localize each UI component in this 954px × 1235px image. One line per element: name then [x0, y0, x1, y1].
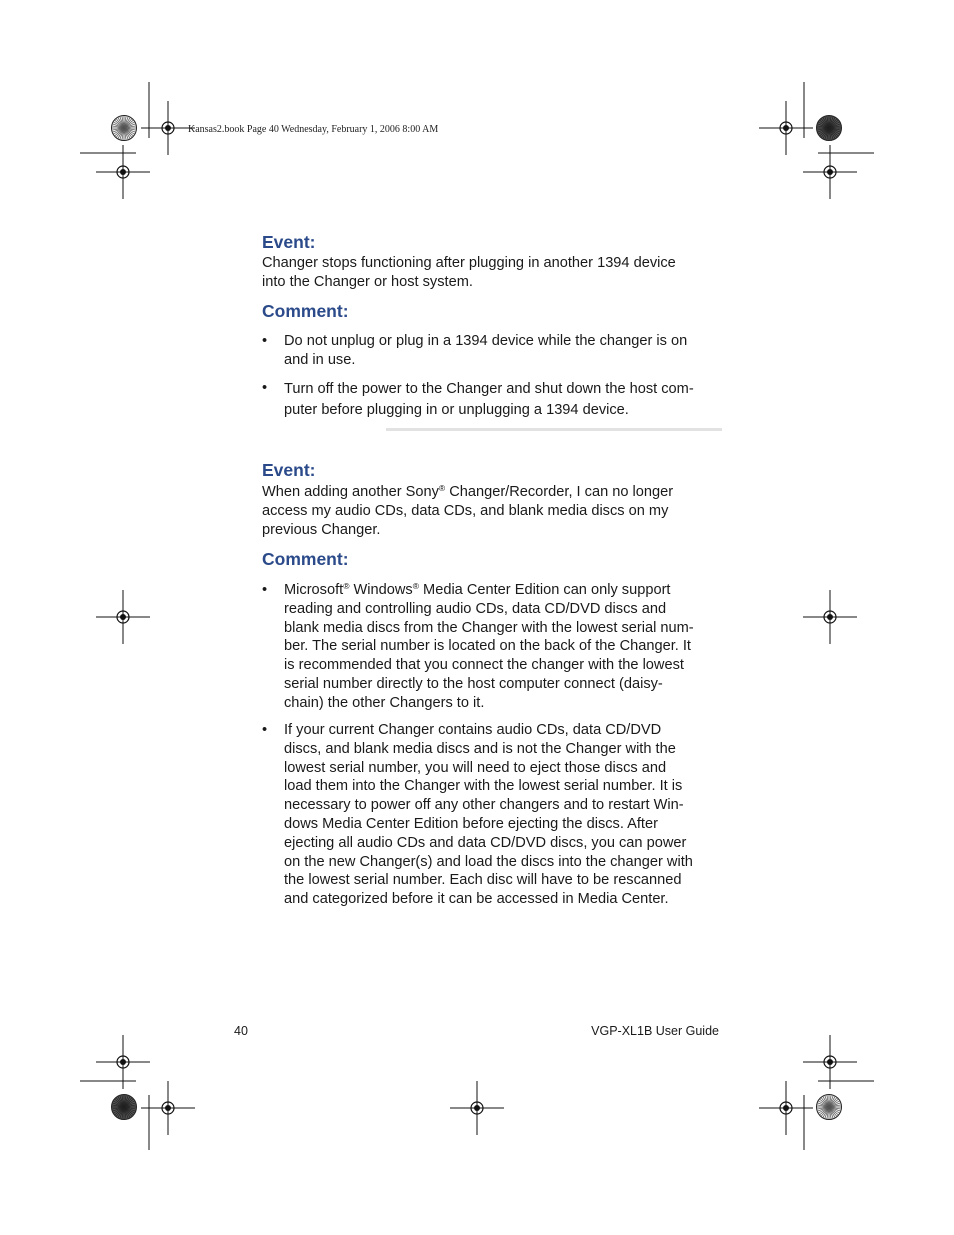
text-line: the lowest serial number. Each disc will have to be rescanned [284, 872, 682, 889]
text-line: access my audio CDs, data CDs, and blank media discs on my [262, 502, 669, 519]
text-line: puter before plugging in or unplugging a 1394 device. [284, 402, 629, 418]
text-fragment: When adding another Sony [262, 484, 439, 500]
bullet-marker: • [262, 380, 268, 396]
event-description [262, 254, 732, 292]
text-line: ejecting all audio CDs and data CD/DVD discs, you can power [284, 834, 687, 851]
text-line [284, 581, 734, 600]
comment-bullet [284, 581, 734, 713]
text-fragment: Media Center Edition can only support [419, 582, 671, 598]
event-heading: Event: [262, 460, 316, 480]
comment-bullet [284, 379, 734, 421]
text-line: chain) the other Changers to it. [284, 694, 485, 711]
comment-heading: Comment: [262, 549, 349, 569]
bullet-marker: • [262, 582, 268, 598]
bullet-marker: • [262, 333, 268, 349]
text-line: blank media discs from the Changer with the lowest serial num- [284, 619, 694, 636]
text-line: lowest serial number, you will need to eject those discs and [284, 759, 667, 776]
guide-title: VGP-XL1B User Guide [591, 1024, 719, 1038]
registered-mark: ® [343, 581, 350, 591]
text-fragment: Changer/Recorder, I can no longer [445, 484, 674, 500]
text-line: discs, and blank media discs and is not the Changer with the [284, 740, 676, 757]
text-line [262, 483, 732, 502]
text-line: Turn off the power to the Changer and shut down the host com- [284, 381, 694, 397]
text-line: Do not unplug or plug in a 1394 device while the changer is on [284, 333, 688, 349]
text-line: and categorized before it can be accessed in Media Center. [284, 891, 669, 908]
text-line: Changer stops functioning after plugging in another 1394 device [262, 255, 676, 271]
text-line: If your current Changer contains audio CDs, data CD/DVD [284, 722, 662, 738]
text-line: reading and controlling audio CDs, data CD/DVD discs and [284, 600, 667, 617]
text-line: previous Changer. [262, 521, 381, 538]
comment-bullet [284, 721, 734, 909]
comment-bullet [284, 332, 734, 370]
print-header-line: Kansas2.book Page 40 Wednesday, February 1, 2006 8:00 AM [188, 124, 439, 135]
text-line: serial number directly to the host computer connect (daisy- [284, 675, 663, 692]
text-fragment: Windows [349, 582, 413, 598]
event-description [262, 483, 732, 539]
text-line: dows Media Center Edition before ejecting the discs. After [284, 815, 658, 832]
event-heading: Event: [262, 232, 316, 252]
section-divider [386, 428, 722, 431]
text-line: and in use. [284, 351, 356, 368]
comment-heading: Comment: [262, 301, 349, 321]
text-line: into the Changer or host system. [262, 273, 473, 290]
bullet-marker: • [262, 722, 268, 738]
registered-mark: ® [438, 483, 446, 493]
registered-mark: ® [412, 581, 419, 591]
text-line: load them into the Changer with the lowest serial number. It is [284, 778, 683, 795]
page-number: 40 [234, 1024, 248, 1038]
text-line: on the new Changer(s) and load the discs into the changer with [284, 853, 693, 870]
text-line: is recommended that you connect the changer with the lowest [284, 657, 684, 674]
text-line: ber. The serial number is located on the back of the Changer. It [284, 638, 691, 655]
text-line: necessary to power off any other changers and to restart Win- [284, 797, 684, 814]
text-fragment: Microsoft [284, 582, 344, 598]
